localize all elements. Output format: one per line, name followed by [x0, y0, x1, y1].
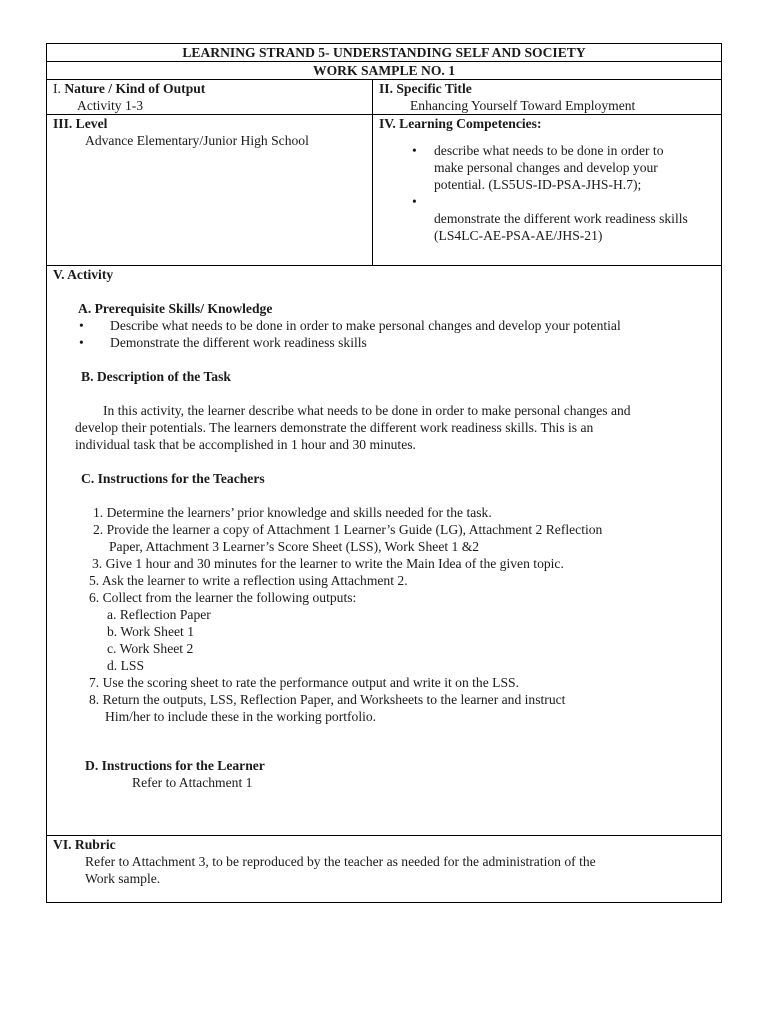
activity-label: V. Activity [53, 267, 114, 282]
teacher-step: 6. Collect from the learner the following outputs: [89, 590, 357, 605]
competencies-label: IV. Learning Competencies: [379, 116, 542, 131]
teacher-step: 7. Use the scoring sheet to rate the performance output and write it on the LSS. [89, 675, 519, 690]
bullet-icon: • [79, 318, 84, 333]
competency-item: • demonstrate the different work readiness skills (LS4LC-AE-PSA-AE/JHS-21) [412, 194, 688, 243]
activity-cell [47, 266, 722, 836]
description-label: B. Description of the Task [81, 369, 231, 384]
title-value: Enhancing Yourself Toward Employment [410, 98, 636, 113]
title-cell [373, 80, 722, 115]
bullet-icon: • [79, 335, 84, 350]
teacher-step: 5. Ask the learner to write a reflection using Attachment 2. [89, 573, 408, 588]
rubric-line: Refer to Attachment 3, to be reproduced by the teacher as needed for the administration of the [85, 854, 596, 869]
nature-cell [47, 80, 373, 115]
teacher-step: Paper, Attachment 3 Learner’s Score Sheet (LSS), Work Sheet 1 &2 [109, 539, 480, 554]
teacher-substep: a. Reflection Paper [107, 607, 211, 622]
teacher-step: Him/her to include these in the working portfolio. [105, 709, 377, 724]
learner-label: D. Instructions for the Learner [85, 758, 265, 773]
teachers-steps [53, 504, 715, 725]
competencies-cell [373, 115, 722, 266]
nature-label: Nature / Kind of Output [64, 81, 206, 96]
prereq-list [53, 317, 715, 351]
teacher-substep: c. Work Sheet 2 [107, 641, 194, 656]
level-value: Advance Elementary/Junior High School [85, 133, 309, 148]
level-label: III. Level [53, 116, 108, 131]
bullet-icon: • [412, 194, 417, 209]
competencies-list [379, 142, 715, 244]
bullet-icon: • [412, 143, 417, 158]
strand-title: LEARNING STRAND 5- UNDERSTANDING SELF AND SOCIETY [47, 44, 722, 62]
nature-value: Activity 1-3 [77, 98, 144, 113]
teacher-substep: d. LSS [107, 658, 145, 673]
teacher-substep: b. Work Sheet 1 [107, 624, 195, 639]
description-line: individual task that be accomplished in 1 hour and 30 minutes. [75, 437, 416, 452]
nature-roman: I. [53, 81, 61, 96]
title-label: II. Specific Title [379, 81, 472, 96]
prereq-item: • Describe what needs to be done in order to make personal changes and develop your potential [79, 318, 621, 333]
rubric-line: Work sample. [85, 871, 161, 886]
teacher-step: 3. Give 1 hour and 30 minutes for the learner to write the Main Idea of the given topic. [92, 556, 564, 571]
rubric-label: VI. Rubric [53, 837, 116, 852]
competency-item: • describe what needs to be done in order to make personal changes and develop your potential. (LS5US-ID-PSA-JHS-H.7); [412, 143, 664, 192]
level-cell [47, 115, 373, 266]
work-sample-table [46, 43, 722, 903]
description-line: develop their potentials. The learners demonstrate the different work readiness skills. This is an [75, 420, 594, 435]
teacher-step: 8. Return the outputs, LSS, Reflection Paper, and Worksheets to the learner and instruct [89, 692, 566, 707]
work-sample-document [46, 43, 721, 903]
prereq-item: • Demonstrate the different work readiness skills [79, 335, 367, 350]
teacher-step: 2. Provide the learner a copy of Attachment 1 Learner’s Guide (LG), Attachment 2 Reflection [93, 522, 603, 537]
work-sample-number: WORK SAMPLE NO. 1 [47, 62, 722, 80]
prereq-label: A. Prerequisite Skills/ Knowledge [78, 301, 273, 316]
teacher-step: 1. Determine the learners’ prior knowledge and skills needed for the task. [93, 505, 492, 520]
rubric-cell [47, 836, 722, 903]
learner-value: Refer to Attachment 1 [132, 775, 253, 790]
teachers-label: C. Instructions for the Teachers [81, 471, 265, 486]
description-line: In this activity, the learner describe what needs to be done in order to make personal changes and [103, 403, 631, 418]
